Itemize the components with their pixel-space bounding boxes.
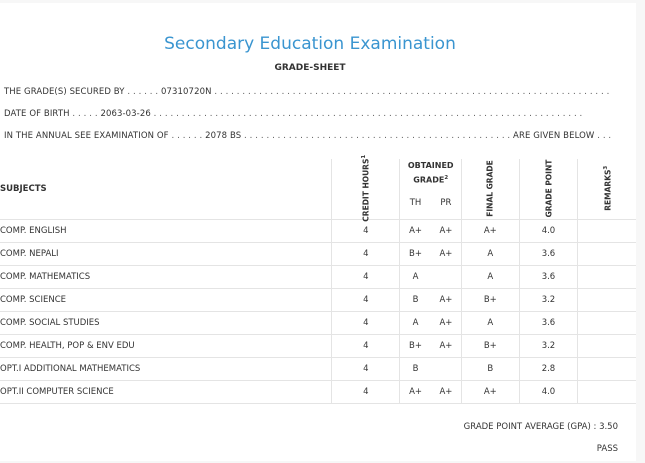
info-line-dob: DATE OF BIRTH . . . . . 2063-03-26 . . . . . . . . . . . . . . . . . . . . . . . . . . . . . . . . . . . . . . . . . . . . . . . . . . . . . . . . . . . . . . . . . . . . . . . . . . . . . <box>4 109 583 119</box>
header-final-grade: FINAL GRADE <box>462 159 519 220</box>
subject-cell: COMP. HEALTH, POP & ENV EDU <box>0 335 332 358</box>
pr-grade-cell: A+ <box>431 220 462 243</box>
pr-grade-cell: A+ <box>431 381 462 404</box>
grade-sheet <box>0 3 636 461</box>
credit-cell: 4 <box>332 220 400 243</box>
header-grade-point: GRADE POINT <box>519 159 578 220</box>
remarks-cell <box>578 335 636 358</box>
grade-point-cell: 3.2 <box>519 289 578 312</box>
table-row <box>0 381 636 404</box>
credit-cell: 4 <box>332 335 400 358</box>
exam-year: 2078 BS <box>205 131 242 141</box>
th-grade-cell: A <box>400 312 431 335</box>
header-pr: PR <box>431 187 462 219</box>
subject-cell: OPT.I ADDITIONAL MATHEMATICS <box>0 358 332 381</box>
table-row <box>0 335 636 358</box>
remarks-cell <box>578 289 636 312</box>
grade-point-cell: 2.8 <box>519 358 578 381</box>
remarks-cell <box>578 358 636 381</box>
subject-cell: COMP. SOCIAL STUDIES <box>0 312 332 335</box>
info-line-symbol: THE GRADE(S) SECURED BY . . . . . . 07310720N . . . . . . . . . . . . . . . . . . . . . . . . . . . . . . . . . . . . . . . . . . . . . . . . . . . . . . . . . . . . . . . . . . . . . . . <box>4 87 610 97</box>
page-title: Secondary Education Examination <box>164 34 456 54</box>
th-grade-cell: B+ <box>400 335 431 358</box>
remarks-cell <box>578 381 636 404</box>
result-status: PASS <box>596 444 618 454</box>
subject-cell: COMP. NEPALI <box>0 243 332 266</box>
credit-cell: 4 <box>332 243 400 266</box>
info-label-dob: DATE OF BIRTH <box>4 109 70 119</box>
header-credit-hours: CREDIT HOURS$^1$ <box>332 159 400 220</box>
final-grade-cell: A <box>462 243 519 266</box>
grade-point-cell: 3.6 <box>519 312 578 335</box>
subject-cell: OPT.II COMPUTER SCIENCE <box>0 381 332 404</box>
final-grade-cell: B+ <box>462 289 519 312</box>
th-grade-cell: A+ <box>400 381 431 404</box>
grades-table <box>0 155 636 404</box>
remarks-cell <box>578 220 636 243</box>
grade-point-cell: 3.2 <box>519 335 578 358</box>
credit-cell: 4 <box>332 289 400 312</box>
page-subtitle: GRADE-SHEET <box>274 63 346 73</box>
table-row <box>0 243 636 266</box>
final-grade-cell: A <box>462 266 519 289</box>
pr-grade-cell: A+ <box>431 312 462 335</box>
credit-cell: 4 <box>332 381 400 404</box>
subject-cell: COMP. MATHEMATICS <box>0 266 332 289</box>
pr-grade-cell: A+ <box>431 243 462 266</box>
date-of-birth: 2063-03-26 <box>100 109 151 119</box>
info-suffix: ARE GIVEN BELOW <box>513 131 595 141</box>
grade-point-cell: 4.0 <box>519 220 578 243</box>
header-remarks: REMARKS$^3$ <box>578 159 636 220</box>
grade-point-cell: 4.0 <box>519 381 578 404</box>
final-grade-cell: A+ <box>462 220 519 243</box>
info-label-exam: IN THE ANNUAL SEE EXAMINATION OF <box>4 131 169 141</box>
final-grade-cell: A <box>462 312 519 335</box>
credit-cell: 4 <box>332 358 400 381</box>
table-row <box>0 358 636 381</box>
remarks-cell <box>578 312 636 335</box>
info-line-exam: IN THE ANNUAL SEE EXAMINATION OF . . . . . . 2078 BS . . . . . . . . . . . . . . . . . . . . . . . . . . . . . . . . . . . . . . . . . . . . . . . . ARE GIVEN BELOW . . . <box>4 131 612 141</box>
info-label-secured: THE GRADE(S) SECURED BY <box>4 87 125 97</box>
gpa-value: 3.50 <box>599 422 618 432</box>
remarks-cell <box>578 243 636 266</box>
gpa-line <box>464 422 618 432</box>
subject-cell: COMP. ENGLISH <box>0 220 332 243</box>
pr-grade-cell: A+ <box>431 335 462 358</box>
header-th: TH <box>400 187 431 219</box>
final-grade-cell: B+ <box>462 335 519 358</box>
remarks-cell <box>578 266 636 289</box>
credit-cell: 4 <box>332 312 400 335</box>
table-row <box>0 289 636 312</box>
table-row <box>0 220 636 243</box>
pr-grade-cell <box>431 358 462 381</box>
symbol-number: 07310720N <box>161 87 212 97</box>
final-grade-cell: B <box>462 358 519 381</box>
pr-grade-cell: A+ <box>431 289 462 312</box>
subject-cell: COMP. SCIENCE <box>0 289 332 312</box>
th-grade-cell: B <box>400 289 431 312</box>
credit-cell: 4 <box>332 266 400 289</box>
gpa-label: GRADE POINT AVERAGE (GPA) : <box>463 422 597 432</box>
grade-point-cell: 3.6 <box>519 266 578 289</box>
table-row <box>0 266 636 289</box>
final-grade-cell: A+ <box>462 381 519 404</box>
pr-grade-cell <box>431 266 462 289</box>
grade-point-cell: 3.6 <box>519 243 578 266</box>
header-subjects: SUBJECTS <box>0 159 332 220</box>
th-grade-cell: A <box>400 266 431 289</box>
th-grade-cell: B+ <box>400 243 431 266</box>
table-row <box>0 312 636 335</box>
th-grade-cell: A+ <box>400 220 431 243</box>
header-obtained-grade: OBTAINED GRADE$^2$ <box>407 160 454 185</box>
th-grade-cell: B <box>400 358 431 381</box>
